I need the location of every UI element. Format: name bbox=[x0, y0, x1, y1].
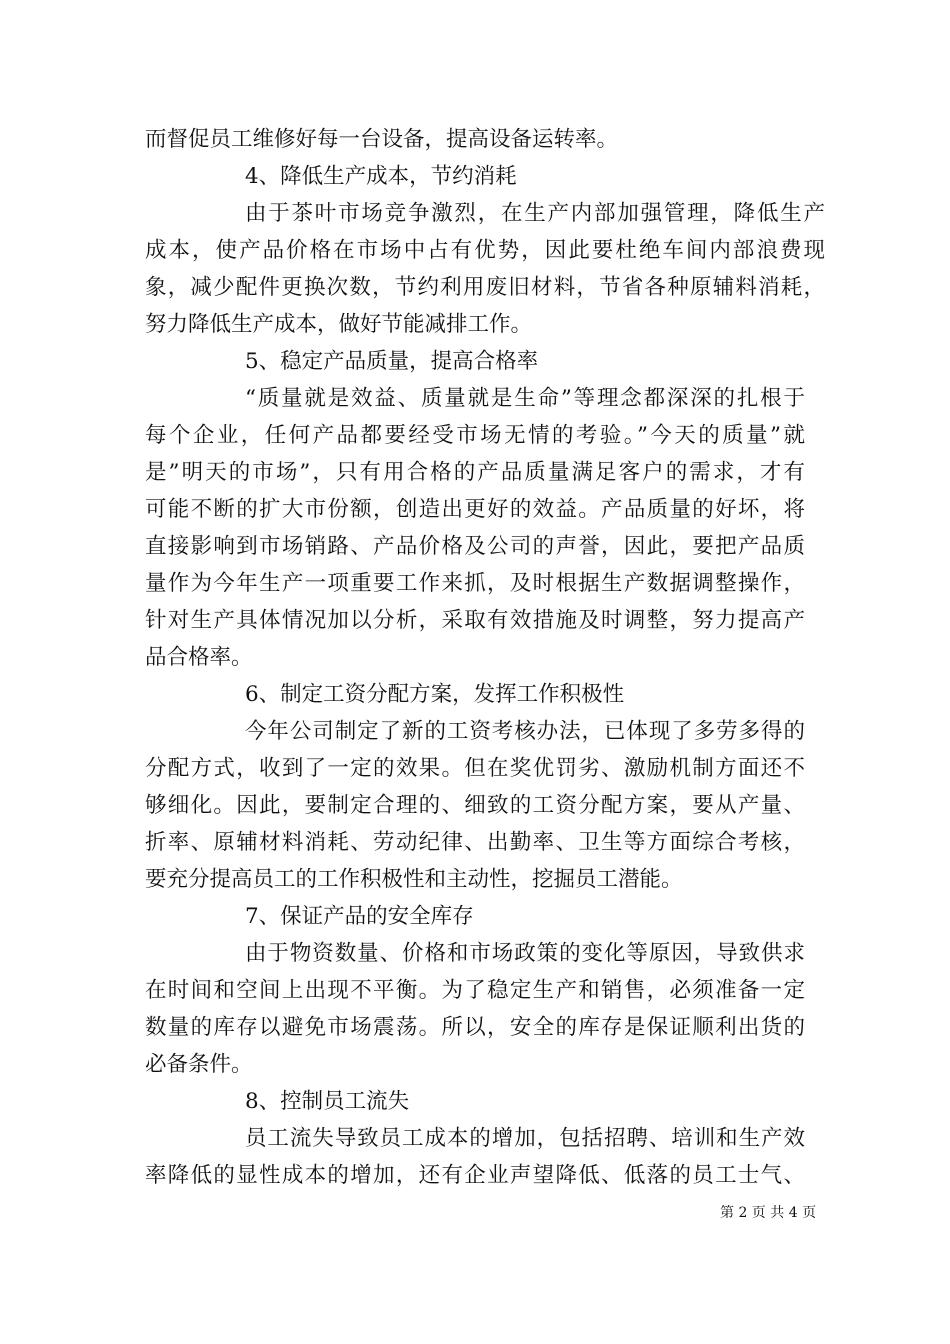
page-number-footer: 第 2 页 共 4 页 bbox=[720, 1205, 817, 1221]
text-line: 直接影响到市场销路、产品价格及公司的声誉，因此，要把产品质 bbox=[145, 534, 805, 559]
text-line: 象，减少配件更换次数，节约利用废旧材料，节省各种原辅料消耗， bbox=[145, 275, 825, 300]
text-line: 分配方式，收到了一定的效果。但在奖优罚劣、激励机制方面还不 bbox=[145, 756, 805, 781]
text-line: 数量的库存以避免市场震荡。所以，安全的库存是保证顺利出货的 bbox=[145, 1015, 805, 1040]
text-line: 品合格率。 bbox=[145, 645, 253, 670]
text-line: 率降低的显性成本的增加，还有企业声望降低、低落的员工士气、 bbox=[145, 1163, 805, 1188]
text-line: 由于物资数量、价格和市场政策的变化等原因，导致供求 bbox=[245, 941, 805, 966]
text-line: 可能不断的扩大市份额，创造出更好的效益。产品质量的好坏，将 bbox=[145, 497, 805, 522]
section-heading: 5、稳定产品质量，提高合格率 bbox=[245, 349, 539, 374]
text-line: 成本，使产品价格在市场中占有优势，因此要杜绝车间内部浪费现 bbox=[145, 238, 825, 263]
text-line: 要充分提高员工的工作积极性和主动性，挖掘员工潜能。 bbox=[145, 867, 683, 892]
text-line: 折率、原辅材料消耗、劳动纪律、出勤率、卫生等方面综合考核， bbox=[145, 830, 805, 855]
section-heading: 7、保证产品的安全库存 bbox=[245, 904, 474, 929]
section-heading: 8、控制员工流失 bbox=[245, 1089, 410, 1114]
text-line: 是”明天的市场”，只有用合格的产品质量满足客户的需求，才有 bbox=[145, 460, 805, 485]
text-line: 而督促员工维修好每一台设备，提高设备运转率。 bbox=[145, 127, 619, 152]
text-line: 针对生产具体情况加以分析，采取有效措施及时调整，努力提高产 bbox=[145, 608, 805, 633]
text-line: 今年公司制定了新的工资考核办法，已体现了多劳多得的 bbox=[245, 719, 805, 744]
section-heading: 6、制定工资分配方案，发挥工作积极性 bbox=[245, 682, 625, 707]
section-heading: 4、降低生产成本，节约消耗 bbox=[245, 164, 517, 189]
text-line: 够细化。因此，要制定合理的、细致的工资分配方案，要从产量、 bbox=[145, 793, 805, 818]
text-line: 量作为今年生产一项重要工作来抓，及时根据生产数据调整操作， bbox=[145, 571, 805, 596]
text-line: 必备条件。 bbox=[145, 1052, 253, 1077]
text-line: 努力降低生产成本，做好节能减排工作。 bbox=[145, 312, 533, 337]
text-line: 在时间和空间上出现不平衡。为了稳定生产和销售，必须准备一定 bbox=[145, 978, 805, 1003]
text-line: 员工流失导致员工成本的增加，包括招聘、培训和生产效 bbox=[245, 1126, 805, 1151]
text-line: 由于茶叶市场竞争激烈，在生产内部加强管理，降低生产 bbox=[245, 201, 825, 226]
text-line: “质量就是效益、质量就是生命”等理念都深深的扎根于 bbox=[245, 386, 805, 411]
text-line: 每个企业，任何产品都要经受市场无情的考验。”今天的质量”就 bbox=[145, 423, 805, 448]
